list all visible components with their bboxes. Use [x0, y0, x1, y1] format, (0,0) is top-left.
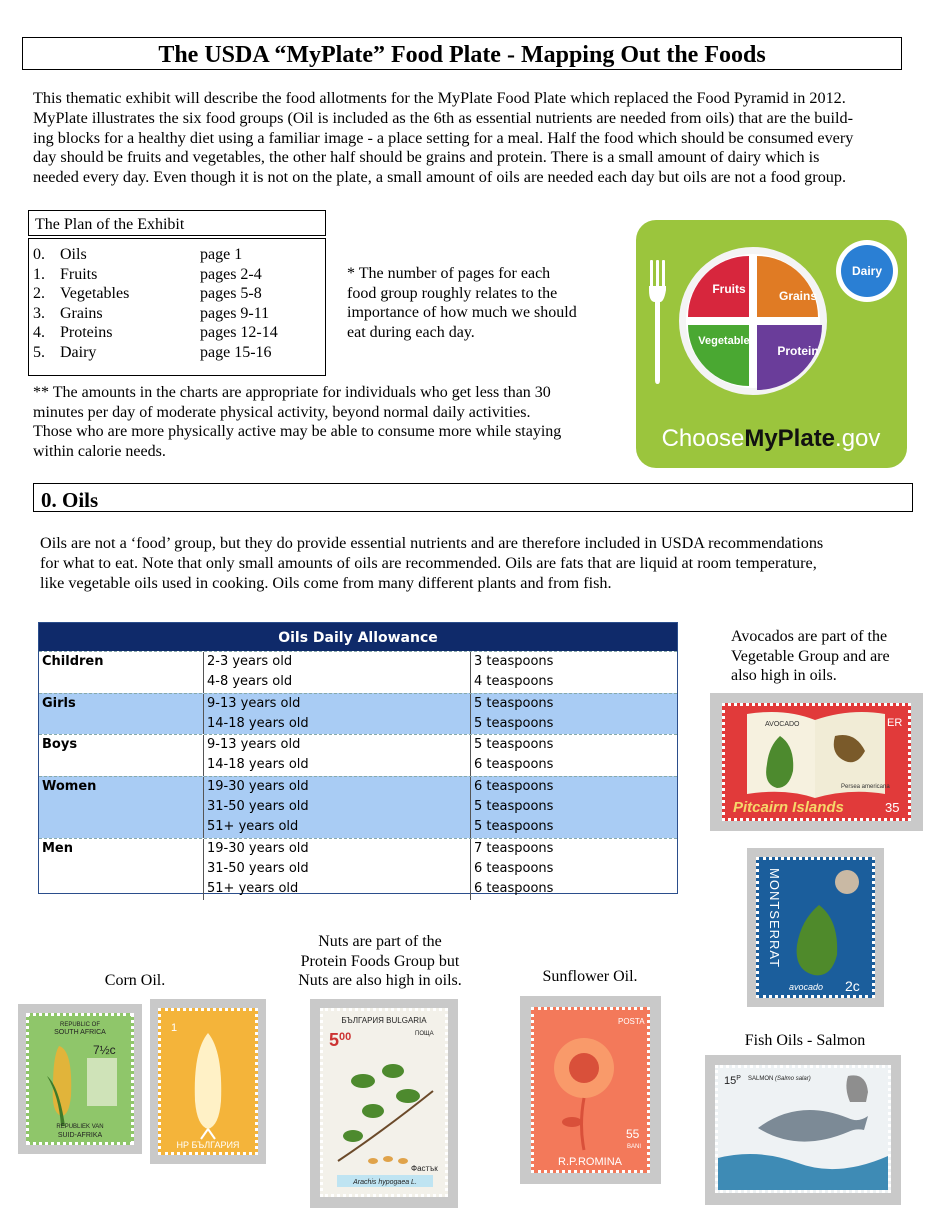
table-group-girls: [39, 693, 677, 735]
intro-line: needed every day. Even though it is not on the plate, a small amount of oils are needed each day but oils are not a food group.: [33, 168, 847, 187]
amount-cell: 6 teaspoons: [474, 778, 554, 794]
corn-illustration: [53, 1046, 72, 1116]
amount-cell: 5 teaspoons: [474, 737, 554, 753]
age-cell: 9-13 years old: [207, 695, 301, 711]
age-cell: 31-50 years old: [207, 860, 309, 876]
myplate-logo: [636, 220, 907, 468]
age-column: [204, 735, 471, 776]
note-line: Those who are more physically active may be able to consume more while staying: [33, 423, 562, 441]
salmon-caption: Fish Oils - Salmon: [744, 1032, 866, 1049]
stamp-text: MONTSERRAT: [767, 868, 782, 969]
amount-column: [471, 652, 677, 693]
stamp-pitcairn: [710, 693, 923, 831]
group-label: Children: [39, 652, 204, 693]
amount-cell: 5 teaspoons: [474, 715, 554, 731]
stamp-text: [748, 1076, 811, 1082]
stamp-label: SALMON: [748, 1076, 774, 1082]
plan-row-fruits: [33, 265, 325, 285]
intro-line: day should be fruits and vegetables, the other half should be grains and protein. There is a small amount of dairy which is: [33, 148, 820, 167]
plan-number: 5.: [33, 343, 45, 361]
stamp-text: ER: [887, 717, 903, 729]
plan-pages: pages 5-8: [200, 285, 262, 303]
amount-cell: 7 teaspoons: [474, 840, 554, 856]
plan-list: [28, 238, 326, 376]
grains-label: Grains: [778, 289, 818, 303]
plan-row-dairy: [33, 343, 325, 363]
oils-paragraph: [40, 533, 910, 593]
note-line: eat during each day.: [347, 323, 475, 341]
age-cell: 19-30 years old: [207, 778, 309, 794]
age-cell: 51+ years old: [207, 881, 299, 897]
oils-line: like vegetable oils used in cooking. Oils come from many different plants and from fish.: [40, 574, 612, 592]
amount-column: [471, 735, 677, 776]
plan-pages: pages 2-4: [200, 265, 262, 283]
grains-section: [757, 256, 818, 317]
stamp-text: 35: [885, 800, 900, 815]
stamp-text: [329, 1030, 351, 1050]
group-label: Women: [39, 777, 204, 838]
age-cell: 14-18 years old: [207, 757, 309, 773]
stamp-text: 7½c: [93, 1043, 116, 1057]
plan-pages: page 15-16: [200, 343, 272, 361]
table-title: Oils Daily Allowance: [39, 623, 677, 651]
queen-silhouette: [846, 1075, 868, 1102]
stamp-salmon: [705, 1055, 901, 1205]
stamp-text: БЪЛГАРИЯ BULGARIA: [341, 1016, 427, 1025]
plan-name: Oils: [60, 246, 87, 263]
protein-label: Protein: [777, 344, 819, 358]
stamp-text: R.P.ROMINA: [558, 1156, 622, 1168]
stamp-text: avocado: [789, 982, 824, 992]
amount-cell: 5 teaspoons: [474, 799, 554, 815]
salmon-illustration: [758, 1110, 868, 1142]
oils-line: for what to eat. Note that only small amounts of oils are recommended. Oils are fats that are liquid at room temperature,: [40, 554, 817, 572]
amount-cell: 6 teaspoons: [474, 860, 554, 876]
corn-caption: Corn Oil.: [104, 972, 166, 989]
plan-name: Fruits: [60, 265, 98, 283]
stamp-text: Pitcairn Islands: [733, 799, 844, 816]
stamp-romania: [520, 996, 661, 1184]
note-line: minutes per day of moderate physical activity, beyond normal daily activities.: [33, 403, 531, 421]
stamp-text: 2c: [845, 978, 860, 994]
avocado-caption: [731, 627, 931, 686]
queen-portrait: [835, 870, 859, 894]
stamp-cents: 00: [339, 1031, 352, 1043]
stamp-text: SUID-AFRIKA: [57, 1132, 103, 1139]
amount-cell: 6 teaspoons: [474, 757, 554, 773]
corn-illustration: [195, 1033, 221, 1129]
plan-number: 1.: [33, 265, 45, 283]
plan-number: 2.: [33, 285, 45, 303]
intro-paragraph: [33, 89, 913, 188]
stamp-text: REPUBLIC OF: [59, 1022, 101, 1028]
sunflower-illustration: [554, 1038, 614, 1150]
age-cell: 19-30 years old: [207, 840, 309, 856]
fruits-label: Fruits: [712, 282, 746, 296]
stamp-montserrat: [747, 848, 884, 1007]
stamp-text: ПОЩА: [415, 1031, 434, 1037]
age-column: [204, 694, 471, 735]
age-cell: 51+ years old: [207, 819, 299, 835]
group-label: Boys: [39, 735, 204, 776]
caption-line: Nuts are part of the: [318, 933, 442, 950]
age-column: [204, 652, 471, 693]
age-cell: 9-13 years old: [207, 737, 301, 753]
water-illustration: [718, 1154, 888, 1190]
intro-line: ing blocks for a healthy diet using a familiar image - a place setting for a meal. Half the food which should be consumed every: [33, 128, 854, 147]
brand-choose: Choose: [661, 425, 745, 452]
stamp-text: POSTA: [618, 1017, 645, 1026]
sunflower-caption: Sunflower Oil.: [542, 968, 638, 985]
caption-line: Nuts are also high in oils.: [298, 972, 462, 990]
brand-myplate: MyPlate: [744, 425, 836, 452]
section-heading: 0. Oils: [33, 483, 913, 512]
plan-pages: pages 12-14: [200, 324, 278, 342]
stamp-text: 1: [171, 1022, 178, 1034]
stamp-value: 15: [724, 1075, 737, 1087]
caption-line: Protein Foods Group but: [300, 952, 460, 970]
amount-column: [471, 839, 677, 900]
stamp-text: Arachis hypogaea L.: [353, 1179, 417, 1186]
plan-number: 4.: [33, 324, 45, 342]
plan-name: Dairy: [60, 343, 97, 361]
plan-heading: The Plan of the Exhibit: [28, 210, 326, 236]
plan-row-oils: [33, 245, 325, 265]
stamp-bulgaria-corn: [150, 999, 266, 1164]
table-group-boys: [39, 734, 677, 776]
myplate-wordmark: [662, 425, 881, 452]
caption-line: Avocados are part of the: [731, 628, 888, 645]
stamp-text: Persea americana: [841, 784, 890, 790]
stamp-south-africa: [18, 1004, 142, 1154]
amount-cell: 6 teaspoons: [474, 881, 554, 897]
plan-number: 3.: [33, 304, 45, 322]
note-line: importance of how much we should: [347, 304, 577, 322]
amount-column: [471, 694, 677, 735]
caption-line: also high in oils.: [731, 667, 837, 685]
group-label: Girls: [39, 694, 204, 735]
caption-line: Vegetable Group and are: [731, 647, 890, 665]
note-line: ** The amounts in the charts are appropriate for individuals who get less than 30: [33, 384, 551, 401]
amounts-note: [33, 383, 623, 461]
stamp-text: Фастък: [411, 1164, 438, 1173]
plan-row-vegetables: [33, 284, 325, 304]
table-group-women: [39, 776, 677, 838]
amount-cell: 5 teaspoons: [474, 819, 554, 835]
stamp-latin: (Salmo salar): [775, 1076, 811, 1082]
avocado-illustration: [797, 905, 838, 975]
note-line: within calorie needs.: [33, 442, 166, 460]
stamp-text: AVOCADO: [765, 721, 800, 728]
note-line: * The number of pages for each: [347, 265, 551, 282]
stamp-value: 5: [329, 1030, 340, 1050]
vegetables-label: Vegetables: [698, 335, 756, 347]
intro-line: This thematic exhibit will describe the food allotments for the MyPlate Food Plate which replaced the Food Pyramid in 2012.: [33, 89, 846, 107]
amount-column: [471, 777, 677, 838]
plan-name: Proteins: [60, 324, 113, 342]
nuts-caption: [285, 932, 475, 991]
plan-pages: page 1: [200, 246, 243, 263]
age-cell: 2-3 years old: [207, 654, 293, 669]
amount-cell: 3 teaspoons: [474, 654, 554, 669]
plan-name: Grains: [60, 304, 103, 322]
stamp-unit: P: [736, 1075, 741, 1082]
pages-note: [347, 264, 617, 342]
dairy-label: Dairy: [851, 264, 883, 278]
plan-row-proteins: [33, 323, 325, 343]
stamp-text: SOUTH AFRICA: [54, 1029, 106, 1036]
table-group-men: [39, 838, 677, 900]
age-column: [204, 839, 471, 900]
oils-allowance-table: [38, 622, 678, 897]
note-line: food group roughly relates to the: [347, 284, 558, 302]
stamp-text: 55: [626, 1127, 640, 1141]
stamp-text: REPUBLIEK VAN: [56, 1124, 104, 1130]
table-group-children: [39, 651, 677, 693]
plan-number: 0.: [33, 246, 45, 263]
fork-icon: [649, 260, 666, 384]
stamp-bulgaria-nuts: [310, 999, 458, 1208]
age-column: [204, 777, 471, 838]
age-cell: 4-8 years old: [207, 674, 293, 690]
amount-cell: 5 teaspoons: [474, 695, 554, 711]
amount-cell: 4 teaspoons: [474, 674, 554, 690]
plan-row-grains: [33, 304, 325, 324]
plan-pages: pages 9-11: [200, 304, 270, 322]
plan-name: Vegetables: [60, 285, 130, 303]
age-cell: 14-18 years old: [207, 715, 309, 731]
page-title: The USDA “MyPlate” Food Plate - Mapping Out the Foods: [22, 37, 902, 70]
stamp-text: [724, 1075, 741, 1087]
intro-line: MyPlate illustrates the six food groups (Oil is included as the 6th as essential nutrients are needed from oils) that are the build-: [33, 108, 853, 127]
stamp-text: НР БЪЛГАРИЯ: [176, 1140, 240, 1150]
age-cell: 31-50 years old: [207, 799, 309, 815]
group-label: Men: [39, 839, 204, 900]
brand-domain: .gov: [835, 425, 881, 452]
stamp-text: BANI: [627, 1144, 642, 1150]
oils-line: Oils are not a ‘food’ group, but they do provide essential nutrients and are therefore included in USDA recommendations: [40, 534, 824, 552]
